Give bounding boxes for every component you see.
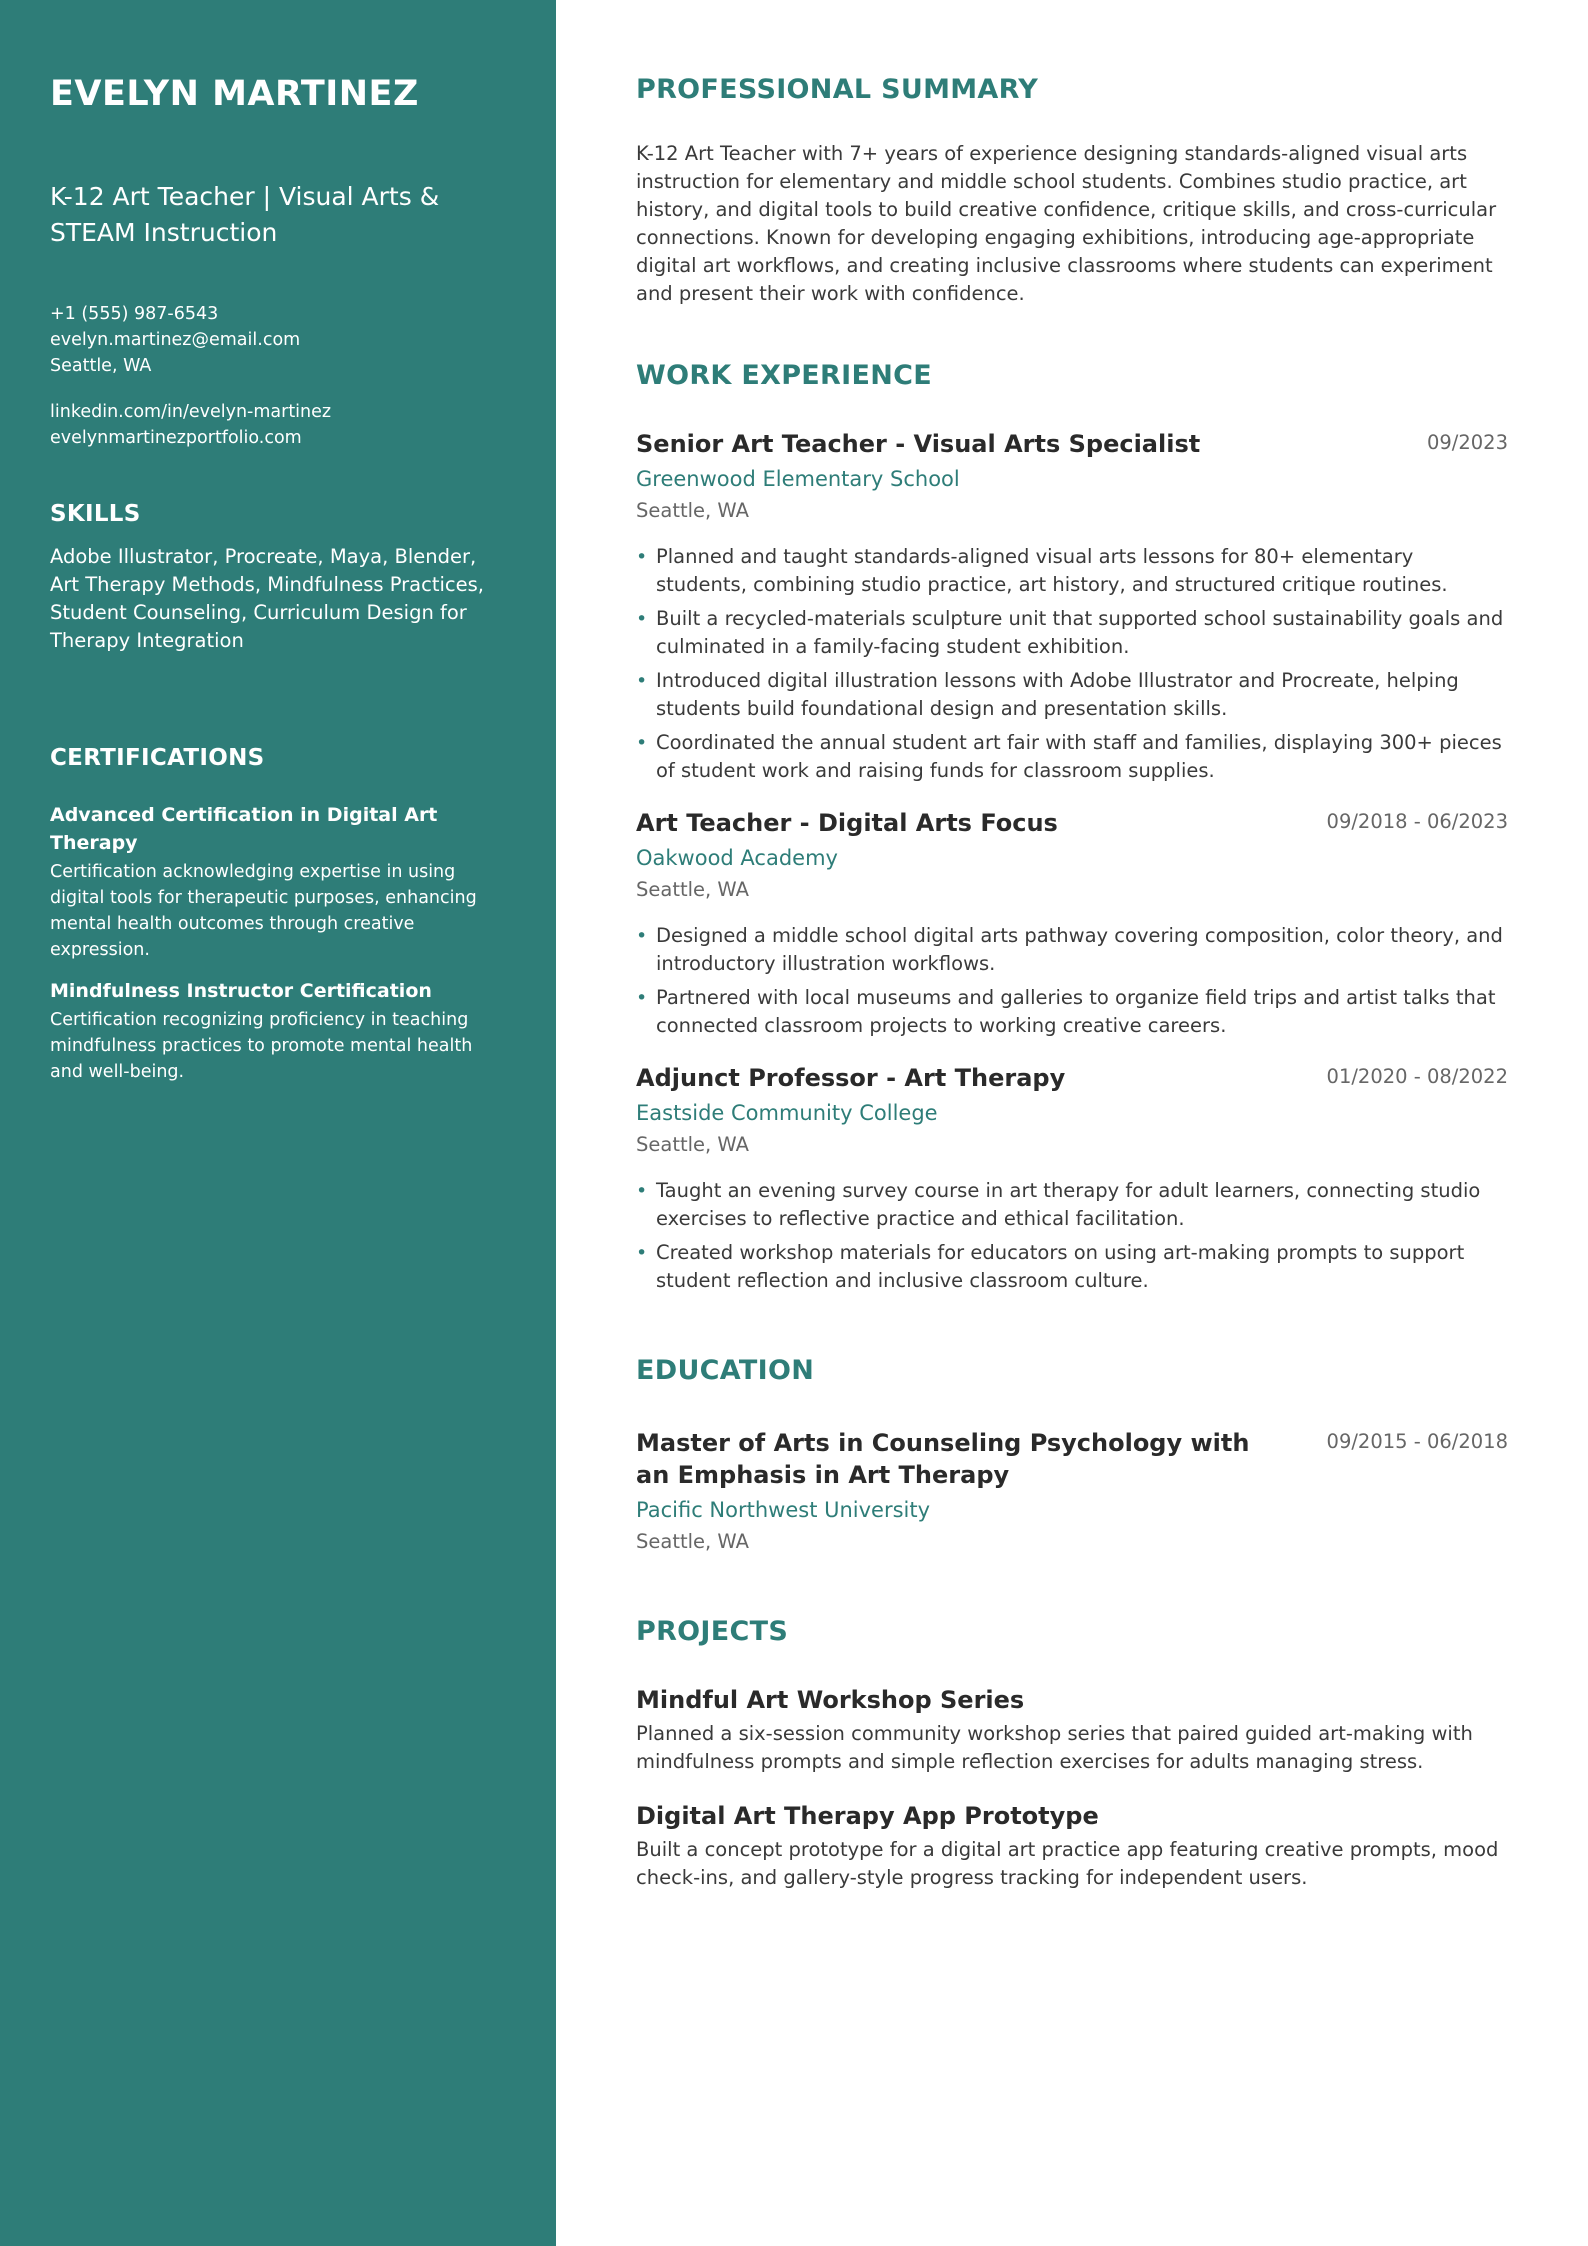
bullet-text: Partnered with local museums and galleries to organize field trips and artist talks that connected classroom projects to working creative careers. bbox=[656, 986, 1496, 1037]
bullet-text: Built a recycled-materials sculpture unit that supported school sustainability goals and culminated in a family-facing student exhibition. bbox=[656, 607, 1504, 658]
project-title: Mindful Art Workshop Series bbox=[636, 1686, 1025, 1714]
skills-text: Adobe Illustrator, Procreate, Maya, Blender, Art Therapy Methods, Mindfulness Practices, Student Counseling, Curriculum Design for Therapy Integration bbox=[50, 545, 484, 652]
sidebar bbox=[0, 0, 556, 2246]
contact-block bbox=[50, 301, 506, 379]
contact-email[interactable]: evelyn.martinez@email.com bbox=[50, 330, 301, 350]
job-bullet bbox=[636, 729, 1508, 785]
bullet-dot-icon: • bbox=[636, 1242, 648, 1264]
skills-heading: SKILLS bbox=[50, 501, 141, 527]
project-entry bbox=[636, 1800, 1508, 1892]
bullet-dot-icon: • bbox=[636, 670, 648, 692]
bullet-text: Taught an evening survey course in art therapy for adult learners, connecting studio exercises to reflective practice and ethical facilitation. bbox=[656, 1179, 1481, 1230]
portfolio-link[interactable]: evelynmartinezportfolio.com bbox=[50, 428, 302, 448]
summary-heading: PROFESSIONAL SUMMARY bbox=[636, 74, 1039, 105]
candidate-headline: K-12 Art Teacher | Visual Arts & STEAM Instruction bbox=[50, 182, 440, 247]
certification-description: Certification acknowledging expertise in using digital tools for therapeutic purposes, enhancing mental health outcomes through creative expression. bbox=[50, 862, 477, 960]
education-date: 09/2015 - 06/2018 bbox=[1326, 1430, 1508, 1453]
job-location: Seattle, WA bbox=[636, 499, 749, 522]
project-description: Built a concept prototype for a digital art practice app featuring creative prompts, mood check-ins, and gallery-style progress tracking for independent users. bbox=[636, 1838, 1499, 1889]
certification-name: Mindfulness Instructor Certification bbox=[50, 980, 432, 1002]
bullet-dot-icon: • bbox=[636, 925, 648, 947]
certification-item bbox=[50, 977, 506, 1085]
certification-list bbox=[50, 801, 506, 1085]
job-date: 01/2020 - 08/2022 bbox=[1326, 1065, 1508, 1088]
bullet-dot-icon: • bbox=[636, 987, 648, 1009]
job-date: 09/2023 bbox=[1426, 431, 1508, 454]
education-location: Seattle, WA bbox=[636, 1530, 749, 1553]
bullet-text: Created workshop materials for educators on using art-making prompts to support student reflection and inclusive classroom culture. bbox=[656, 1241, 1465, 1292]
education-school: Pacific Northwest University bbox=[636, 1498, 931, 1522]
bullet-text: Introduced digital illustration lessons with Adobe Illustrator and Procreate, helping students build foundational design and presentation skills. bbox=[656, 669, 1459, 720]
linkedin-link[interactable]: linkedin.com/in/evelyn-martinez bbox=[50, 402, 332, 422]
job-title: Adjunct Professor - Art Therapy bbox=[636, 1064, 1066, 1092]
job-bullet bbox=[636, 543, 1508, 599]
job-entry bbox=[636, 807, 1508, 1040]
contact-location: Seattle, WA bbox=[50, 356, 152, 376]
projects-heading: PROJECTS bbox=[636, 1616, 789, 1647]
bullet-dot-icon: • bbox=[636, 546, 648, 568]
bullet-text: Coordinated the annual student art fair with staff and families, displaying 300+ pieces of student work and raising funds for classroom supplies. bbox=[656, 731, 1502, 782]
job-bullet bbox=[636, 1239, 1508, 1295]
certification-item bbox=[50, 801, 506, 963]
project-description: Planned a six-session community workshop series that paired guided art-making with mindfulness prompts and simple reflection exercises for adults managing stress. bbox=[636, 1722, 1473, 1773]
job-title: Art Teacher - Digital Arts Focus bbox=[636, 809, 1058, 837]
main-content bbox=[556, 0, 1588, 2246]
links-block bbox=[50, 399, 506, 451]
job-bullets bbox=[636, 1177, 1508, 1295]
work-experience-heading: WORK EXPERIENCE bbox=[636, 360, 932, 391]
job-bullet bbox=[636, 1177, 1508, 1233]
job-entry bbox=[636, 428, 1508, 785]
certifications-heading: CERTIFICATIONS bbox=[50, 745, 265, 771]
job-bullet bbox=[636, 984, 1508, 1040]
bullet-text: Planned and taught standards-aligned visual arts lessons for 80+ elementary students, combining studio practice, art history, and structured critique routines. bbox=[656, 545, 1448, 596]
job-organization: Eastside Community College bbox=[636, 1101, 938, 1125]
job-bullets bbox=[636, 922, 1508, 1040]
job-bullet bbox=[636, 667, 1508, 723]
job-date: 09/2018 - 06/2023 bbox=[1326, 810, 1508, 833]
job-entry bbox=[636, 1062, 1508, 1295]
project-title: Digital Art Therapy App Prototype bbox=[636, 1802, 1099, 1830]
job-title: Senior Art Teacher - Visual Arts Specialist bbox=[636, 430, 1201, 458]
job-location: Seattle, WA bbox=[636, 878, 749, 901]
job-location: Seattle, WA bbox=[636, 1133, 749, 1156]
certification-description: Certification recognizing proficiency in teaching mindfulness practices to promote mental health and well-being. bbox=[50, 1010, 473, 1082]
job-bullets bbox=[636, 543, 1508, 785]
bullet-dot-icon: • bbox=[636, 1180, 648, 1202]
project-entry bbox=[636, 1684, 1508, 1776]
job-bullet bbox=[636, 922, 1508, 978]
bullet-text: Designed a middle school digital arts pathway covering composition, color theory, and introductory illustration workflows. bbox=[656, 924, 1503, 975]
education-heading: EDUCATION bbox=[636, 1355, 815, 1386]
bullet-dot-icon: • bbox=[636, 608, 648, 630]
education-degree: Master of Arts in Counseling Psychology with an Emphasis in Art Therapy bbox=[636, 1429, 1250, 1489]
job-bullet bbox=[636, 605, 1508, 661]
job-organization: Oakwood Academy bbox=[636, 846, 838, 870]
contact-phone: +1 (555) 987-6543 bbox=[50, 304, 219, 324]
summary-text: K-12 Art Teacher with 7+ years of experience designing standards-aligned visual arts instruction for elementary and middle school students. Combines studio practice, art history, and digital tools to build creative confidence, critique skills, and cross-curricular connections. Known for developing engaging exhibitions, introducing age-appropriate digital art workflows, and creating inclusive classrooms where students can experiment and present their work with confidence. bbox=[636, 142, 1497, 305]
candidate-name: EVELYN MARTINEZ bbox=[50, 74, 419, 114]
education-entry bbox=[636, 1427, 1508, 1556]
bullet-dot-icon: • bbox=[636, 732, 648, 754]
certification-name: Advanced Certification in Digital Art Therapy bbox=[50, 804, 438, 854]
job-organization: Greenwood Elementary School bbox=[636, 467, 960, 491]
